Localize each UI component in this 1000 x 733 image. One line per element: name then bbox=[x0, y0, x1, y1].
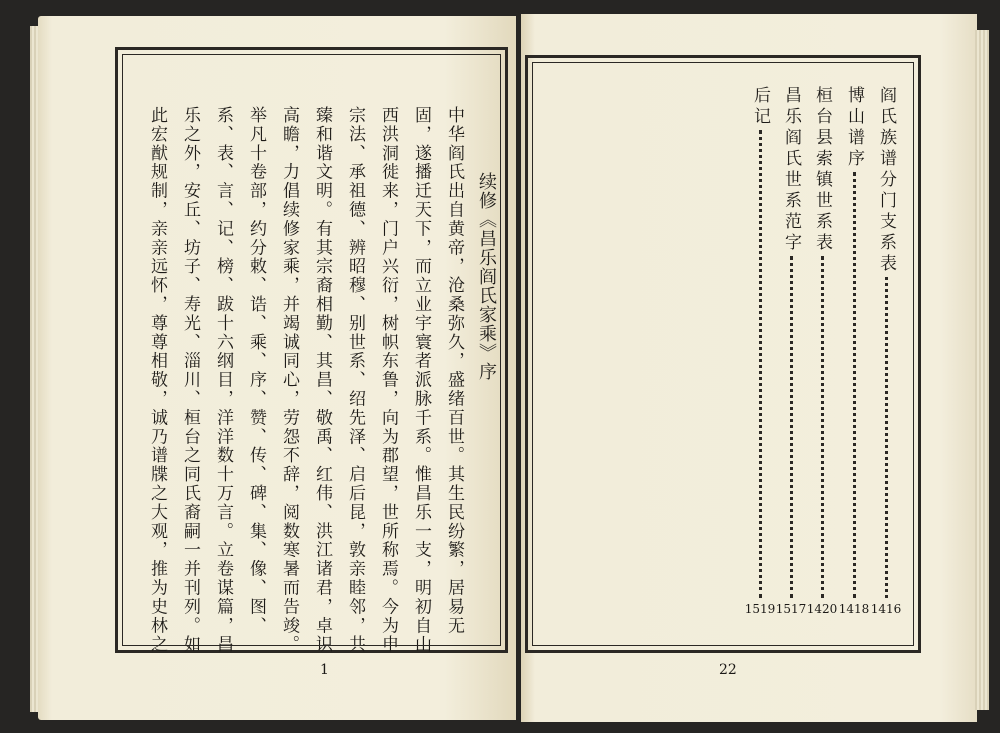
dot-leader bbox=[821, 256, 824, 598]
right-page bbox=[521, 14, 977, 722]
preface-column: 臻和谐文明。有其宗裔相勤、其昌、敬禹、红伟、洪江诸君，卓识 bbox=[312, 106, 332, 655]
dot-leader bbox=[759, 130, 762, 598]
preface-column: 乐之外，安丘、坊子、寿光、淄川、桓台之同氏裔嗣一并刊列。如 bbox=[180, 106, 200, 655]
preface-title: 续修《昌乐阎氏家乘》序 bbox=[476, 172, 497, 381]
page-number: 22 bbox=[719, 662, 737, 678]
toc-entry[interactable] bbox=[744, 86, 776, 616]
preface-column: 举凡十卷部，约分敕、诰、乘、序、赞、传、碑、集、像、图、 bbox=[246, 106, 266, 636]
toc-entry-page: 1416 bbox=[870, 602, 902, 616]
toc-entry-page: 1418 bbox=[838, 602, 870, 616]
dot-leader bbox=[790, 256, 793, 598]
toc-entry-page: 1420 bbox=[806, 602, 838, 616]
toc-entry[interactable] bbox=[775, 86, 807, 616]
left-page-frame bbox=[115, 47, 508, 653]
dot-leader bbox=[885, 277, 888, 598]
toc-entry-title: 桓台县索镇世系表 bbox=[812, 86, 832, 254]
right-page-edge bbox=[975, 30, 989, 710]
toc-entry-title: 后记 bbox=[750, 86, 770, 128]
toc-entry-title: 阎氏族谱分门支系表 bbox=[876, 86, 896, 275]
page-number: 1 bbox=[320, 662, 329, 678]
toc-entry-title: 昌乐阎氏世系范字 bbox=[781, 86, 801, 254]
toc-entry-page: 1517 bbox=[775, 602, 807, 616]
left-page bbox=[38, 16, 516, 720]
toc-entry[interactable] bbox=[838, 86, 870, 616]
preface-column: 中华阎氏出自黄帝，沧桑弥久，盛绪百世。其生民纷繁，居易无 bbox=[444, 106, 464, 636]
preface-column: 固，遂播迁天下，而立业宇寰者派脉千系。惟昌乐一支，明初自山 bbox=[411, 106, 431, 655]
dot-leader bbox=[853, 172, 856, 598]
preface-column: 西洪洞徙来，门户兴衍，树帜东鲁，向为郡望，世所称焉。今为申 bbox=[378, 106, 398, 655]
preface-column: 此宏猷规制，亲亲远怀，尊尊相敬，诚乃谱牒之大观，推为史林之 bbox=[147, 106, 167, 655]
preface-column: 宗法、承祖德、辨昭穆、别世系、绍先泽、启后昆，敦亲睦邻，共 bbox=[345, 106, 365, 655]
toc-entry-page: 1519 bbox=[744, 602, 776, 616]
preface-column: 系、表、言、记、榜、跋十六纲目，洋洋数十万言。立卷谋篇，昌 bbox=[213, 106, 233, 655]
preface-column: 高瞻，力倡续修家乘，并竭诚同心，劳怨不辞，阅数寒暑而告竣。 bbox=[279, 106, 299, 655]
toc-entry[interactable] bbox=[806, 86, 838, 616]
toc-entry[interactable] bbox=[870, 86, 902, 616]
right-page-frame bbox=[525, 55, 921, 653]
toc-entry-title: 博山谱序 bbox=[844, 86, 864, 170]
